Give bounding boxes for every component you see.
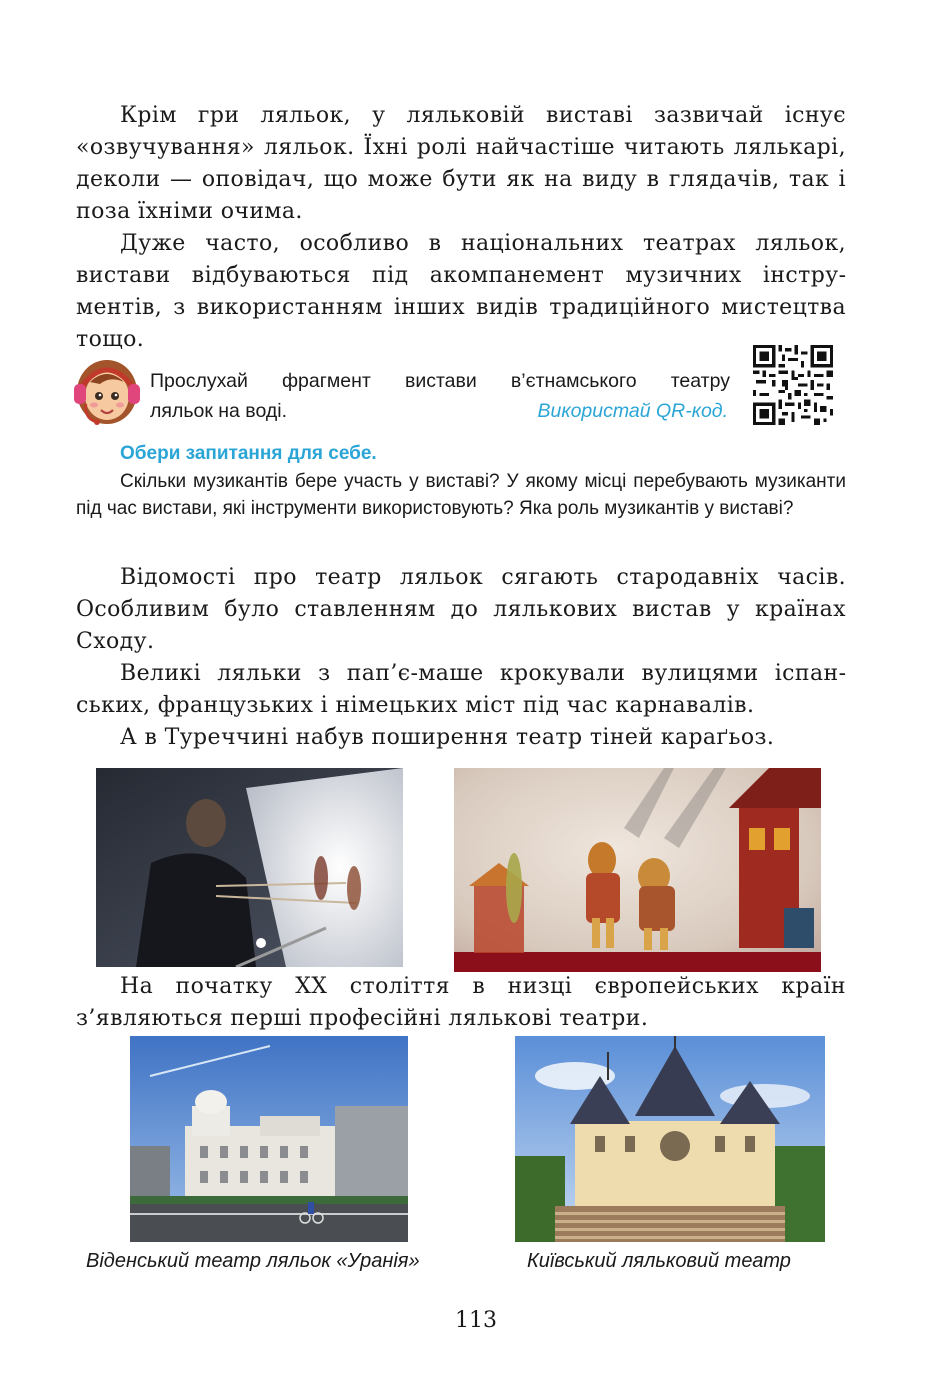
- page-number: 113: [455, 1308, 497, 1333]
- listen-line-2-container: [150, 396, 728, 426]
- listen-line-2: ляльок на воді.: [150, 400, 287, 422]
- paragraph-voicing: Крім гри ляльок, у ляльковій виставі зазвичай існує «озвучування» ляльок. Їхні ролі найчастіше читають лялькарі, деколи — оповідач, що може бути як на виду в глядачів, так і поза їхніми очима.: [76, 103, 846, 224]
- question-block: [76, 440, 846, 522]
- paragraph-music: Дуже часто, особливо в національних театрах ляльок, вистави відбуваються під акомпанемент музичних інструментів, з використанням інших видів традиційного мистецтва тощо.: [76, 231, 846, 352]
- paragraph-ancient: Відомості про театр ляльок сягають стародавніх часів. Особливим було ставленням до лялькових вистав у країнах Сходу.: [76, 565, 846, 654]
- paragraph-karagoz: А в Туреччині набув поширення театр тіней караґьоз.: [120, 725, 775, 750]
- question-title: Обери запитання для себе.: [120, 443, 377, 464]
- caption-vienna: Віденський театр ляльок «Уранія»: [86, 1250, 420, 1272]
- qr-code-icon[interactable]: [752, 345, 834, 425]
- question-text: Скільки музикантів бере участь у виставі? У якому місці перебувають музиканти під час вистави, які інструменти використовують? Яка роль музикантів у виставі?: [76, 471, 846, 519]
- puppeteer-photo: [96, 768, 403, 967]
- listen-assignment: [70, 350, 860, 432]
- karagoz-puppets-photo: [454, 768, 821, 972]
- history-text: [76, 562, 846, 754]
- kyiv-puppet-theatre-photo: [515, 1036, 825, 1242]
- paragraph-professional: На початку XX століття в низці європейських країн з’являються перші професійні лялькові театри.: [76, 974, 846, 1031]
- headphones-girl-icon: [70, 352, 144, 430]
- professional-theatres-text: [76, 971, 846, 1035]
- listen-line-1: Прослухай фрагмент вистави в’єтнамського театру: [150, 370, 730, 392]
- qr-hint-link[interactable]: Використай QR-код.: [537, 400, 728, 422]
- caption-kyiv: Київський ляльковий театр: [527, 1250, 791, 1272]
- vienna-urania-photo: [130, 1036, 408, 1242]
- paragraph-carnival: Великі ляльки з пап’є-маше крокували вулицями іспанських, французьких і німецьких міст під час карнавалів.: [76, 661, 846, 718]
- intro-text: [76, 100, 846, 356]
